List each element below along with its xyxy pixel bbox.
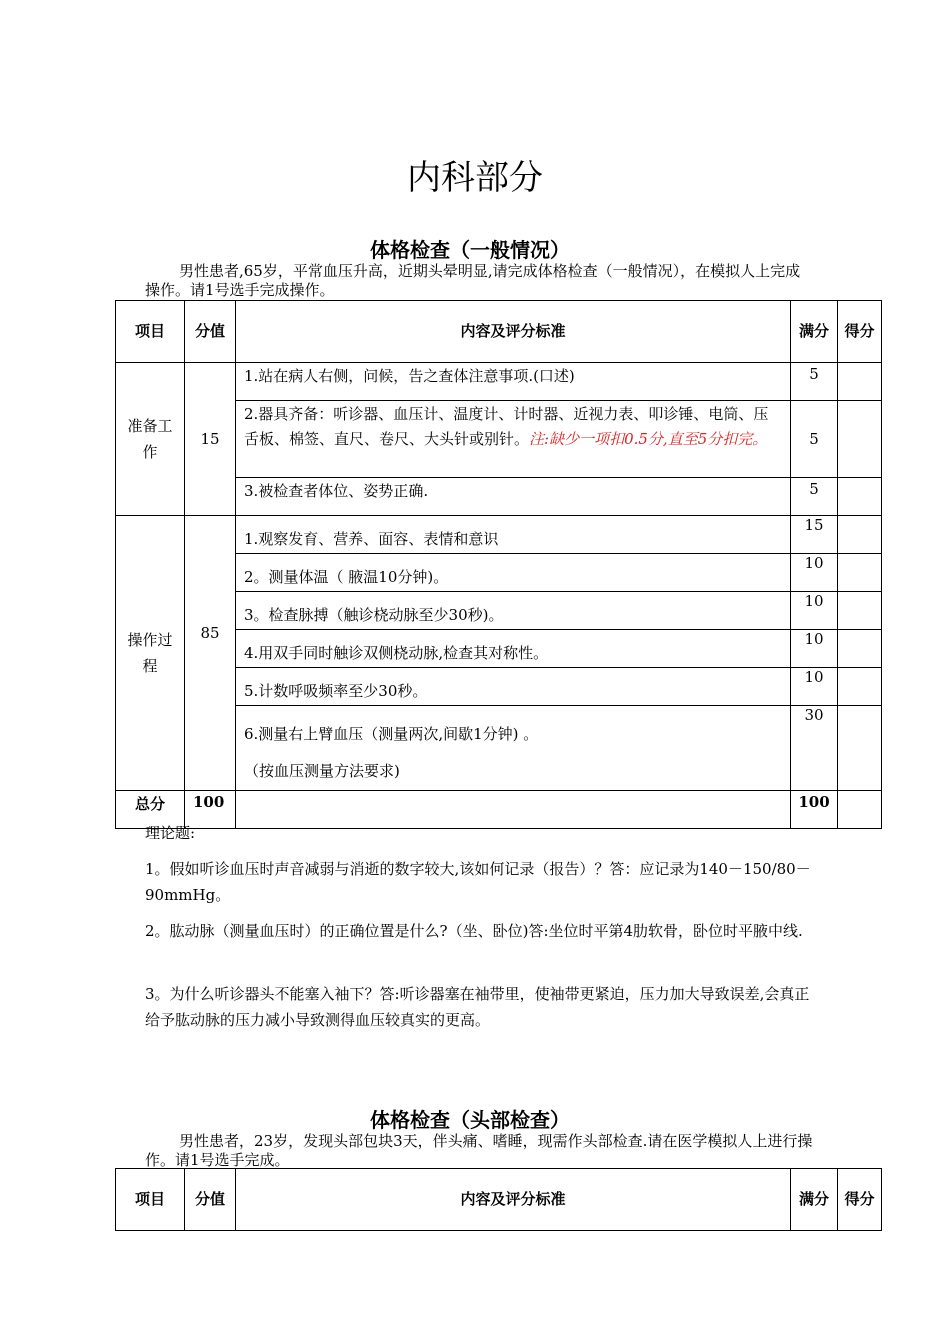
section1-intro: 男性患者,65岁，平常血压升高，近期头晕明显,请完成体格检查（一般情况），在模拟人上完成操作。请1号选手完成操作。 [145, 262, 801, 299]
criterion-text: 4.用双手同时触诊双侧桡动脉,检查其对称性。 [236, 630, 791, 668]
full-score: 5 [791, 401, 838, 478]
theory-question-1: 1。假如听诊血压时声音减弱与消逝的数字较大,该如何记录（报告）？答：应记录为140－150/80－90mmHg。 [145, 860, 811, 904]
header-points: 分值 [185, 301, 236, 363]
total-label: 总分 [116, 791, 185, 829]
full-score: 10 [791, 554, 838, 592]
header-score: 得分 [838, 1169, 882, 1231]
theory-question-3: 3。为什么听诊器头不能塞入袖下？答:听诊器塞在袖带里，使袖带更紧迫，压力加大导致误差,会真正给予肱动脉的压力减小导致测得血压较真实的更高。 [145, 985, 810, 1029]
scoring-table-head [115, 1168, 882, 1231]
full-score: 10 [791, 630, 838, 668]
full-score: 30 [791, 706, 838, 791]
criterion-main: 2.器具齐备：听诊器、血压计、温度计、计时器、近视力表、叩诊锤、电筒、压舌板、棉签、直尺、卷尺、大头针或别针。 [244, 405, 769, 448]
criterion-text [236, 401, 791, 478]
table-header-row [116, 301, 882, 363]
header-full: 满分 [791, 301, 838, 363]
criterion-line2: （按血压测量方法要求) [244, 762, 400, 780]
criterion-text: 1.观察发育、营养、面容、表情和意识 [236, 516, 791, 554]
header-item: 项目 [116, 301, 185, 363]
score-cell [838, 668, 882, 706]
theory-heading: 理论题: [145, 824, 196, 842]
score-cell [838, 706, 882, 791]
total-score [838, 791, 882, 829]
full-score: 15 [791, 516, 838, 554]
score-cell [838, 516, 882, 554]
header-item: 项目 [116, 1169, 185, 1231]
header-points: 分值 [185, 1169, 236, 1231]
category-operation: 操作过程 [116, 516, 185, 791]
criterion-line1: 6.测量右上臂血压（测量两次,间歇1分钟) 。 [244, 725, 539, 743]
total-full: 100 [791, 791, 838, 829]
score-cell [838, 363, 882, 401]
score-cell [838, 630, 882, 668]
header-content: 内容及评分标准 [236, 301, 791, 363]
criterion-text [236, 706, 791, 791]
section1-title: 体格检查（一般情况） [370, 238, 570, 262]
criterion-text: 3。检查脉搏（触诊桡动脉至少30秒)。 [236, 592, 791, 630]
scoring-table-general [115, 300, 882, 829]
score-cell [838, 478, 882, 516]
section2-intro: 男性患者，23岁，发现头部包块3天，伴头痛、嗜睡，现需作头部检查.请在医学模拟人上进行操作。请1号选手完成。 [145, 1132, 813, 1169]
full-score: 10 [791, 668, 838, 706]
section2-title: 体格检查（头部检查） [370, 1108, 570, 1132]
total-points: 100 [185, 791, 236, 829]
header-score: 得分 [838, 301, 882, 363]
theory-question-2: 2。肱动脉（测量血压时）的正确位置是什么?（坐、卧位)答:坐位时平第4肋软骨，卧位时平腋中线. [145, 922, 803, 940]
full-score: 5 [791, 363, 838, 401]
page-title: 内科部分 [407, 158, 543, 198]
points-prep: 15 [185, 363, 236, 516]
score-cell [838, 401, 882, 478]
table-row [116, 516, 882, 554]
criterion-text: 1.站在病人右侧，问候，告之查体注意事项.(口述) [236, 363, 791, 401]
table-header-row [116, 1169, 882, 1231]
criterion-note: 注:缺少一项扣0.5分,直至5分扣完。 [529, 430, 768, 448]
full-score: 5 [791, 478, 838, 516]
criterion-text: 2。测量体温（ 腋温10分钟)。 [236, 554, 791, 592]
full-score: 10 [791, 592, 838, 630]
category-prep: 准备工作 [116, 363, 185, 516]
header-full: 满分 [791, 1169, 838, 1231]
points-operation: 85 [185, 516, 236, 791]
score-cell [838, 592, 882, 630]
score-cell [838, 554, 882, 592]
criterion-text: 3.被检查者体位、姿势正确. [236, 478, 791, 516]
criterion-text: 5.计数呼吸频率至少30秒。 [236, 668, 791, 706]
table-row [116, 363, 882, 401]
header-content: 内容及评分标准 [236, 1169, 791, 1231]
